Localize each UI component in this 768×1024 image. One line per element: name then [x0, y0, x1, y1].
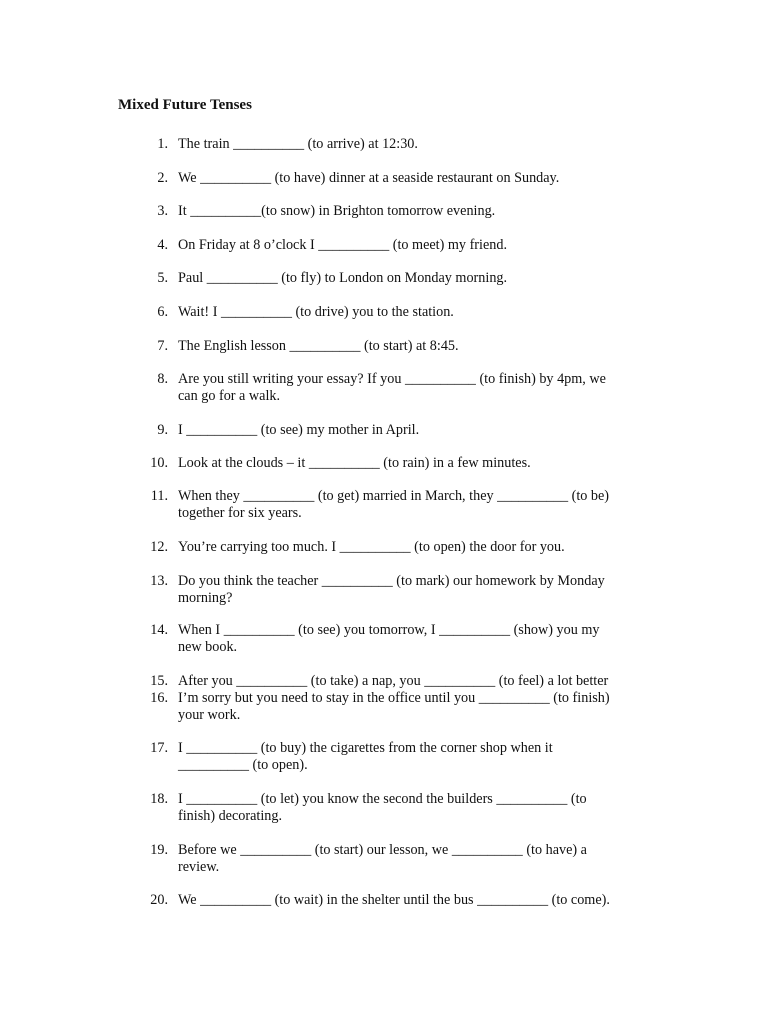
- question-line: It __________(to snow) in Brighton tomorrow evening.: [178, 203, 496, 219]
- question-number: 15.: [150, 673, 168, 689]
- question-text: [178, 690, 658, 724]
- question-text: [178, 892, 658, 909]
- question-text: [178, 304, 658, 321]
- question-line: After you __________ (to take) a nap, you __________ (to feel) a lot better: [178, 673, 609, 689]
- question-line: I __________ (to see) my mother in April.: [178, 422, 420, 438]
- question-line: The train __________ (to arrive) at 12:30.: [178, 136, 418, 152]
- question-line: On Friday at 8 o’clock I __________ (to meet) my friend.: [178, 237, 507, 253]
- question-line: __________ (to open).: [178, 757, 308, 773]
- question-line: Paul __________ (to fly) to London on Monday morning.: [178, 270, 508, 286]
- question-number: 14.: [150, 622, 168, 638]
- question-line: finish) decorating.: [178, 808, 283, 824]
- question-number: 6.: [157, 304, 168, 320]
- question-text: [178, 622, 658, 656]
- question-number: 16.: [150, 690, 168, 706]
- question-line: new book.: [178, 639, 238, 655]
- question-line: We __________ (to have) dinner at a seaside restaurant on Sunday.: [178, 170, 560, 186]
- question-line: Do you think the teacher __________ (to mark) our homework by Monday: [178, 573, 605, 589]
- question-text: [178, 455, 658, 472]
- question-number: 20.: [150, 892, 168, 908]
- question-line: can go for a walk.: [178, 388, 281, 404]
- question-line: The English lesson __________ (to start) at 8:45.: [178, 338, 459, 354]
- question-number: 17.: [150, 740, 168, 756]
- question-line: When they __________ (to get) married in March, they __________ (to be): [178, 488, 610, 504]
- question-text: [178, 539, 658, 556]
- question-text: [178, 371, 658, 405]
- question-number: 19.: [150, 842, 168, 858]
- question-text: [178, 740, 658, 774]
- question-text: [178, 791, 658, 825]
- question-line: We __________ (to wait) in the shelter until the bus __________ (to come).: [178, 892, 610, 908]
- question-number: 9.: [157, 422, 168, 438]
- question-text: [178, 170, 658, 187]
- question-line: When I __________ (to see) you tomorrow, I __________ (show) you my: [178, 622, 600, 638]
- question-number: 8.: [157, 371, 168, 387]
- question-number: 3.: [157, 203, 168, 219]
- question-text: [178, 136, 658, 153]
- question-line: I __________ (to let) you know the second the builders __________ (to: [178, 791, 587, 807]
- question-text: [178, 270, 658, 287]
- question-number: 7.: [157, 338, 168, 354]
- question-line: You’re carrying too much. I __________ (to open) the door for you.: [178, 539, 565, 555]
- question-number: 18.: [150, 791, 168, 807]
- question-text: [178, 338, 658, 355]
- question-text: [178, 422, 658, 439]
- question-text: [178, 842, 658, 876]
- question-number: 2.: [157, 170, 168, 186]
- question-text: [178, 203, 658, 220]
- question-line: together for six years.: [178, 505, 302, 521]
- page-title: Mixed Future Tenses: [118, 97, 252, 113]
- question-number: 10.: [150, 455, 168, 471]
- question-line: I __________ (to buy) the cigarettes from the corner shop when it: [178, 740, 553, 756]
- question-number: 11.: [150, 488, 168, 504]
- question-line: Are you still writing your essay? If you __________ (to finish) by 4pm, we: [178, 371, 606, 387]
- question-text: [178, 673, 658, 690]
- question-line: review.: [178, 859, 220, 875]
- question-text: [178, 237, 658, 254]
- question-text: [178, 573, 658, 607]
- question-number: 5.: [157, 270, 168, 286]
- question-number: 12.: [150, 539, 168, 555]
- question-text: [178, 488, 658, 522]
- question-number: 4.: [157, 237, 168, 253]
- question-line: morning?: [178, 590, 233, 606]
- question-number: 13.: [150, 573, 168, 589]
- question-line: I’m sorry but you need to stay in the office until you __________ (to finish): [178, 690, 610, 706]
- question-line: your work.: [178, 707, 241, 723]
- question-line: Before we __________ (to start) our lesson, we __________ (to have) a: [178, 842, 587, 858]
- question-line: Look at the clouds – it __________ (to rain) in a few minutes.: [178, 455, 531, 471]
- question-number: 1.: [157, 136, 168, 152]
- question-line: Wait! I __________ (to drive) you to the station.: [178, 304, 454, 320]
